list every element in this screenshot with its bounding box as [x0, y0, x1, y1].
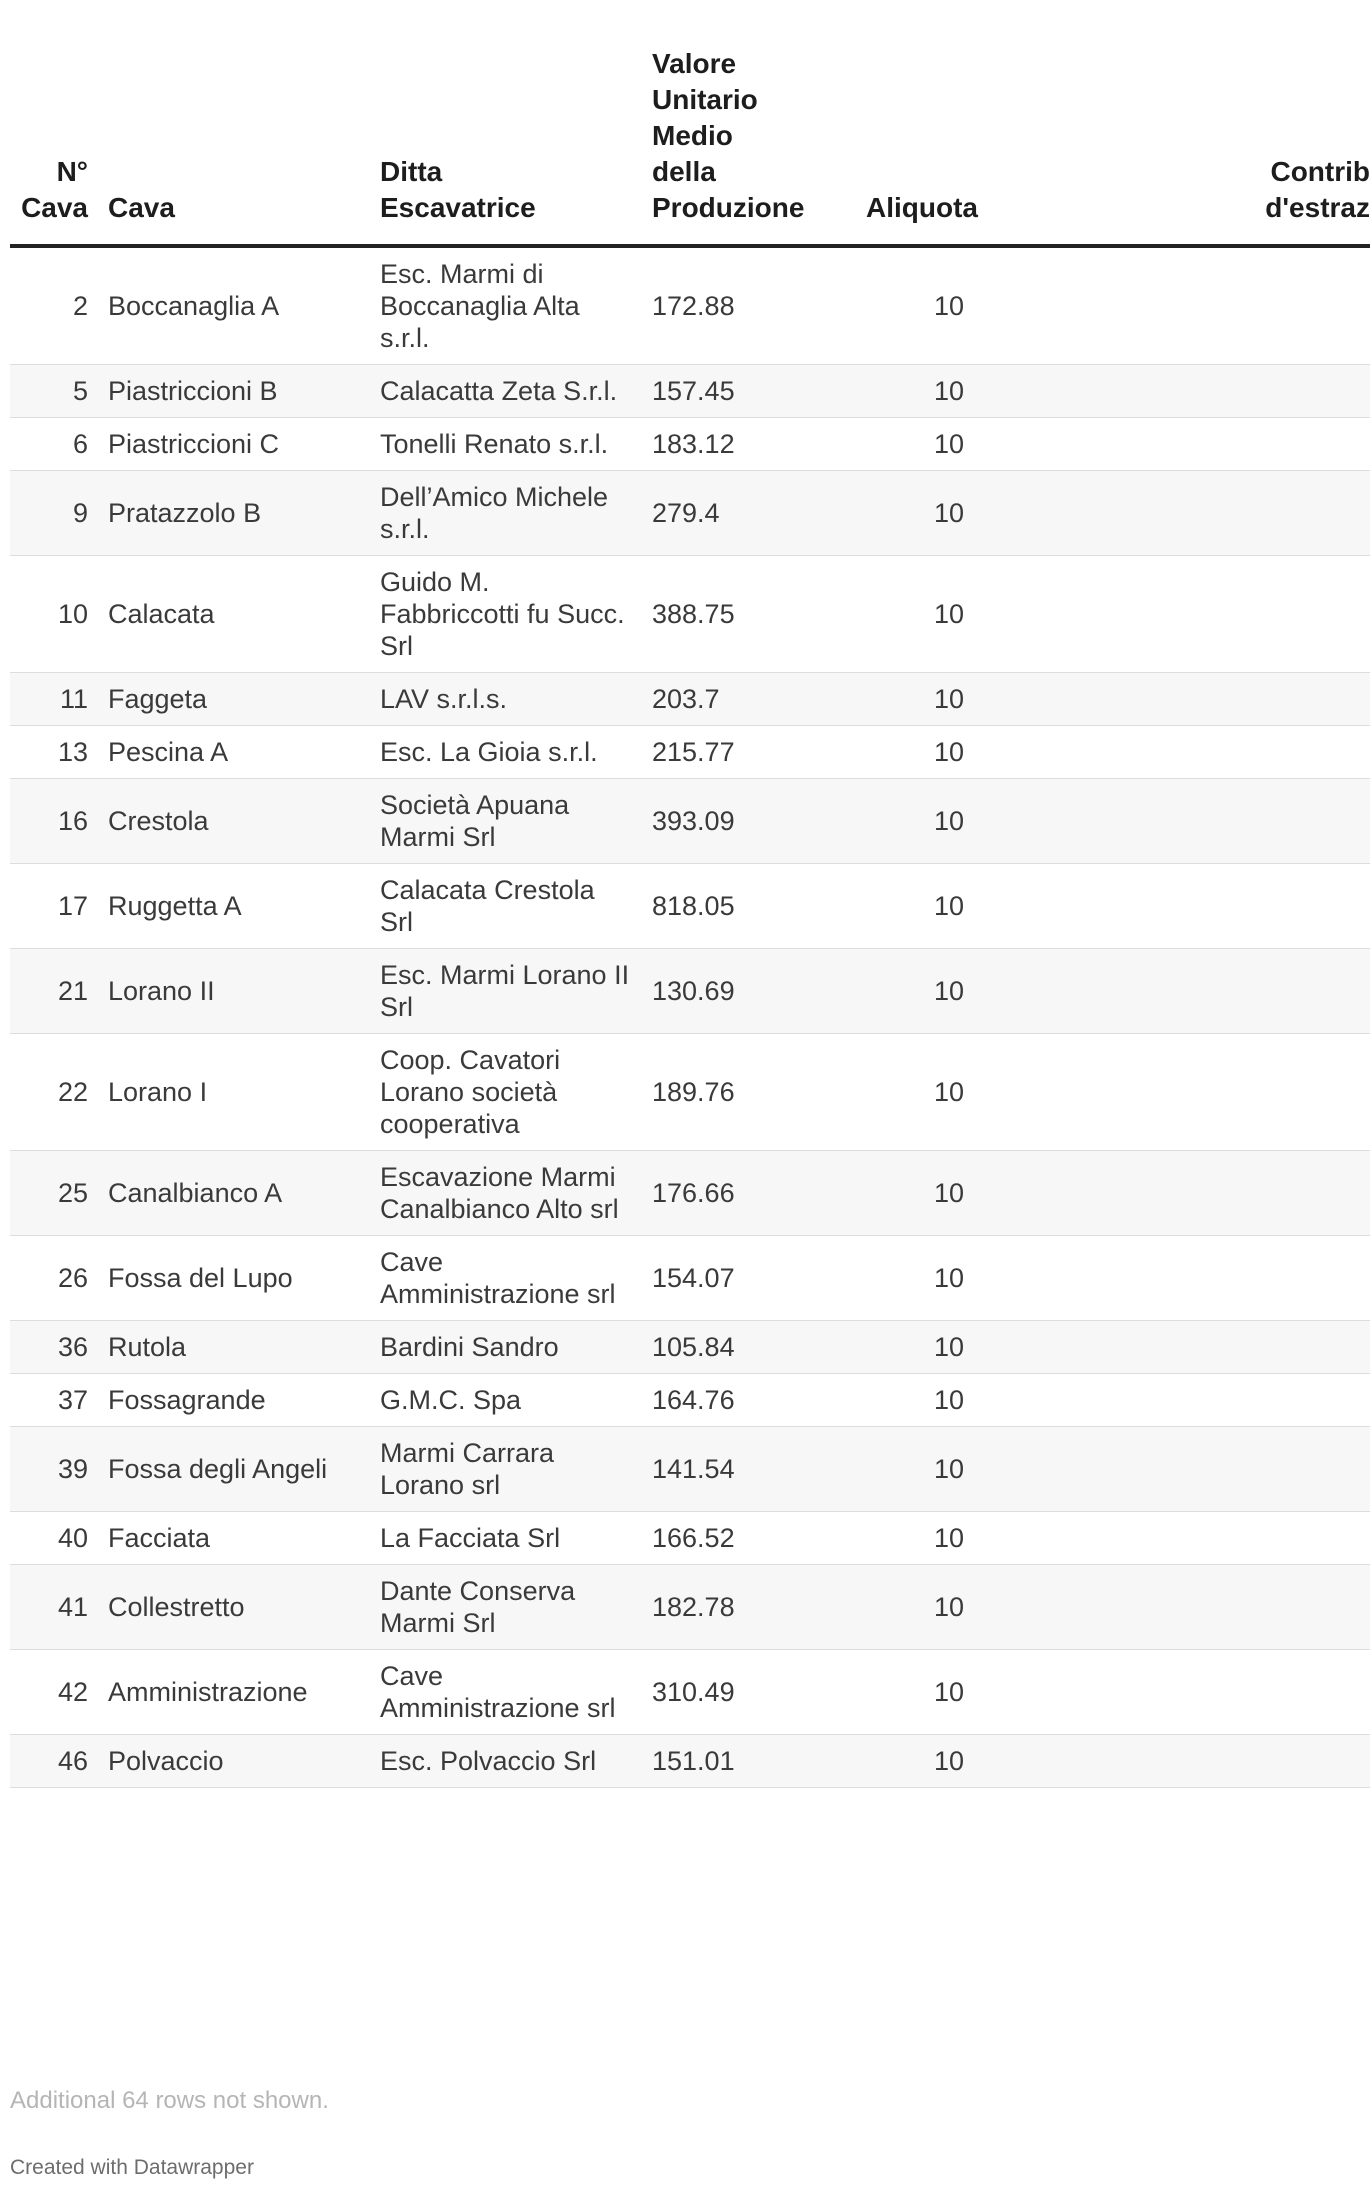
cell-cava: Lorano II: [98, 949, 370, 1034]
table-row: [10, 864, 1370, 949]
table-body: [10, 246, 1370, 1788]
header-aliquota-label: Aliquota: [866, 192, 978, 223]
cell-ditta-escavatrice: Escavazione Marmi Canalbianco Alto srl: [370, 1151, 642, 1236]
cell-ditta-escavatrice: Società Apuana Marmi Srl: [370, 779, 642, 864]
cell-cava: Rutola: [98, 1321, 370, 1374]
cell-numero-cava: 2: [10, 246, 98, 365]
header-valore-line-1: Valore: [652, 48, 737, 79]
cell-aliquota: 10: [856, 1427, 984, 1512]
header-numero-cava-line-1: N°: [56, 156, 88, 187]
cell-numero-cava: 13: [10, 726, 98, 779]
table-row: [10, 1735, 1370, 1788]
cell-valore-unitario: 310.49: [642, 1650, 856, 1735]
cell-ditta-escavatrice: LAV s.r.l.s.: [370, 673, 642, 726]
table-row: [10, 779, 1370, 864]
cell-aliquota: 10: [856, 864, 984, 949]
cell-aliquota: 10: [856, 1374, 984, 1427]
table-row: [10, 726, 1370, 779]
cell-ditta-escavatrice: Dell’Amico Michele s.r.l.: [370, 471, 642, 556]
cell-ditta-escavatrice: Esc. Polvaccio Srl: [370, 1735, 642, 1788]
cell-cava: Faggeta: [98, 673, 370, 726]
cell-valore-unitario: 141.54: [642, 1427, 856, 1512]
cell-aliquota: 10: [856, 1034, 984, 1151]
cell-contributo: [984, 1034, 1370, 1151]
cell-contributo: [984, 1735, 1370, 1788]
cell-aliquota: 10: [856, 365, 984, 418]
datawrapper-credit[interactable]: Created with Datawrapper: [10, 2156, 254, 2179]
header-ditta-escavatrice[interactable]: [370, 40, 642, 246]
cell-numero-cava: 36: [10, 1321, 98, 1374]
cell-contributo: [984, 365, 1370, 418]
cell-numero-cava: 40: [10, 1512, 98, 1565]
cell-cava: Facciata: [98, 1512, 370, 1565]
header-contributo-line-2: d'estraz: [1265, 192, 1370, 223]
cell-cava: Piastriccioni B: [98, 365, 370, 418]
cell-ditta-escavatrice: La Facciata Srl: [370, 1512, 642, 1565]
table-container: [10, 40, 1370, 1788]
cell-numero-cava: 39: [10, 1427, 98, 1512]
cell-aliquota: 10: [856, 471, 984, 556]
cell-contributo: [984, 1374, 1370, 1427]
table-row: [10, 418, 1370, 471]
table-row: [10, 246, 1370, 365]
cell-cava: Fossagrande: [98, 1374, 370, 1427]
cell-contributo: [984, 1565, 1370, 1650]
header-valore-line-2: Unitario: [652, 84, 758, 115]
cell-ditta-escavatrice: Calacata Crestola Srl: [370, 864, 642, 949]
table-row: [10, 1034, 1370, 1151]
cell-contributo: [984, 471, 1370, 556]
table-row: [10, 1374, 1370, 1427]
cell-aliquota: 10: [856, 779, 984, 864]
cell-contributo: [984, 246, 1370, 365]
cell-numero-cava: 10: [10, 556, 98, 673]
cell-valore-unitario: 183.12: [642, 418, 856, 471]
quarry-table: [10, 40, 1370, 1788]
header-valore-line-5: Produzione: [652, 192, 805, 223]
table-row: [10, 1236, 1370, 1321]
cell-valore-unitario: 164.76: [642, 1374, 856, 1427]
cell-contributo: [984, 1650, 1370, 1735]
header-valore-unitario[interactable]: [642, 40, 856, 246]
cell-ditta-escavatrice: Coop. Cavatori Lorano società cooperativa: [370, 1034, 642, 1151]
cell-numero-cava: 11: [10, 673, 98, 726]
cell-aliquota: 10: [856, 1151, 984, 1236]
cell-contributo: [984, 673, 1370, 726]
cell-ditta-escavatrice: Dante Conserva Marmi Srl: [370, 1565, 642, 1650]
cell-cava: Collestretto: [98, 1565, 370, 1650]
cell-contributo: [984, 1321, 1370, 1374]
cell-valore-unitario: 157.45: [642, 365, 856, 418]
cell-cava: Boccanaglia A: [98, 246, 370, 365]
header-cava-label: Cava: [108, 192, 175, 223]
cell-aliquota: 10: [856, 1565, 984, 1650]
cell-cava: Ruggetta A: [98, 864, 370, 949]
cell-numero-cava: 22: [10, 1034, 98, 1151]
table-row: [10, 1512, 1370, 1565]
cell-cava: Amministrazione: [98, 1650, 370, 1735]
cell-contributo: [984, 1512, 1370, 1565]
cell-valore-unitario: 182.78: [642, 1565, 856, 1650]
cell-numero-cava: 6: [10, 418, 98, 471]
header-valore-line-3: Medio: [652, 120, 733, 151]
cell-valore-unitario: 166.52: [642, 1512, 856, 1565]
cell-numero-cava: 21: [10, 949, 98, 1034]
table-row: [10, 1650, 1370, 1735]
cell-ditta-escavatrice: G.M.C. Spa: [370, 1374, 642, 1427]
cell-numero-cava: 26: [10, 1236, 98, 1321]
cell-valore-unitario: 130.69: [642, 949, 856, 1034]
table-row: [10, 365, 1370, 418]
cell-cava: Fossa degli Angeli: [98, 1427, 370, 1512]
cell-ditta-escavatrice: Tonelli Renato s.r.l.: [370, 418, 642, 471]
cell-valore-unitario: 215.77: [642, 726, 856, 779]
cell-aliquota: 10: [856, 1512, 984, 1565]
cell-valore-unitario: 393.09: [642, 779, 856, 864]
header-numero-cava-line-2: Cava: [21, 192, 88, 223]
header-aliquota[interactable]: [856, 40, 984, 246]
cell-aliquota: 10: [856, 246, 984, 365]
cell-numero-cava: 41: [10, 1565, 98, 1650]
cell-valore-unitario: 388.75: [642, 556, 856, 673]
cell-aliquota: 10: [856, 556, 984, 673]
cell-aliquota: 10: [856, 418, 984, 471]
cell-contributo: [984, 864, 1370, 949]
cell-cava: Canalbianco A: [98, 1151, 370, 1236]
table-row: [10, 1151, 1370, 1236]
header-numero-cava[interactable]: [10, 40, 98, 246]
cell-ditta-escavatrice: Esc. Marmi Lorano II Srl: [370, 949, 642, 1034]
cell-ditta-escavatrice: Marmi Carrara Lorano srl: [370, 1427, 642, 1512]
cell-contributo: [984, 779, 1370, 864]
cell-numero-cava: 16: [10, 779, 98, 864]
table-row: [10, 556, 1370, 673]
cell-numero-cava: 37: [10, 1374, 98, 1427]
cell-numero-cava: 5: [10, 365, 98, 418]
cell-valore-unitario: 189.76: [642, 1034, 856, 1151]
cell-numero-cava: 17: [10, 864, 98, 949]
cell-ditta-escavatrice: Esc. La Gioia s.r.l.: [370, 726, 642, 779]
table-row: [10, 949, 1370, 1034]
cell-contributo: [984, 1236, 1370, 1321]
cell-valore-unitario: 151.01: [642, 1735, 856, 1788]
header-ditta-line-1: Ditta: [380, 156, 443, 187]
cell-numero-cava: 42: [10, 1650, 98, 1735]
cell-aliquota: 10: [856, 1321, 984, 1374]
cell-valore-unitario: 154.07: [642, 1236, 856, 1321]
cell-aliquota: 10: [856, 726, 984, 779]
cell-contributo: [984, 418, 1370, 471]
cell-cava: Piastriccioni C: [98, 418, 370, 471]
cell-ditta-escavatrice: Guido M. Fabbriccotti fu Succ. Srl: [370, 556, 642, 673]
header-contributo-estrazione[interactable]: [984, 40, 1370, 246]
table-row: [10, 1565, 1370, 1650]
cell-ditta-escavatrice: Cave Amministrazione srl: [370, 1236, 642, 1321]
header-valore-line-4: della: [652, 156, 716, 187]
cell-cava: Pescina A: [98, 726, 370, 779]
header-contributo-line-1: Contrib: [1270, 156, 1370, 187]
table-row: [10, 1427, 1370, 1512]
cell-valore-unitario: 105.84: [642, 1321, 856, 1374]
cell-ditta-escavatrice: Calacatta Zeta S.r.l.: [370, 365, 642, 418]
table-header: [10, 40, 1370, 246]
cell-aliquota: 10: [856, 1236, 984, 1321]
cell-aliquota: 10: [856, 1650, 984, 1735]
cell-aliquota: 10: [856, 1735, 984, 1788]
cell-numero-cava: 9: [10, 471, 98, 556]
cell-cava: Pratazzolo B: [98, 471, 370, 556]
cell-valore-unitario: 172.88: [642, 246, 856, 365]
table-row: [10, 1321, 1370, 1374]
cell-aliquota: 10: [856, 673, 984, 726]
cell-contributo: [984, 556, 1370, 673]
cell-ditta-escavatrice: Esc. Marmi di Boccanaglia Alta s.r.l.: [370, 246, 642, 365]
cell-cava: Polvaccio: [98, 1735, 370, 1788]
cell-valore-unitario: 279.4: [642, 471, 856, 556]
rows-not-shown-note: Additional 64 rows not shown.: [10, 2087, 329, 2114]
cell-valore-unitario: 203.7: [642, 673, 856, 726]
cell-ditta-escavatrice: Bardini Sandro: [370, 1321, 642, 1374]
cell-numero-cava: 46: [10, 1735, 98, 1788]
table-row: [10, 673, 1370, 726]
cell-contributo: [984, 726, 1370, 779]
table-row: [10, 471, 1370, 556]
cell-aliquota: 10: [856, 949, 984, 1034]
cell-contributo: [984, 1151, 1370, 1236]
cell-contributo: [984, 949, 1370, 1034]
header-cava[interactable]: [98, 40, 370, 246]
cell-ditta-escavatrice: Cave Amministrazione srl: [370, 1650, 642, 1735]
cell-cava: Crestola: [98, 779, 370, 864]
cell-cava: Fossa del Lupo: [98, 1236, 370, 1321]
cell-valore-unitario: 818.05: [642, 864, 856, 949]
cell-valore-unitario: 176.66: [642, 1151, 856, 1236]
cell-numero-cava: 25: [10, 1151, 98, 1236]
cell-cava: Calacata: [98, 556, 370, 673]
cell-contributo: [984, 1427, 1370, 1512]
cell-cava: Lorano I: [98, 1034, 370, 1151]
header-ditta-line-2: Escavatrice: [380, 192, 536, 223]
